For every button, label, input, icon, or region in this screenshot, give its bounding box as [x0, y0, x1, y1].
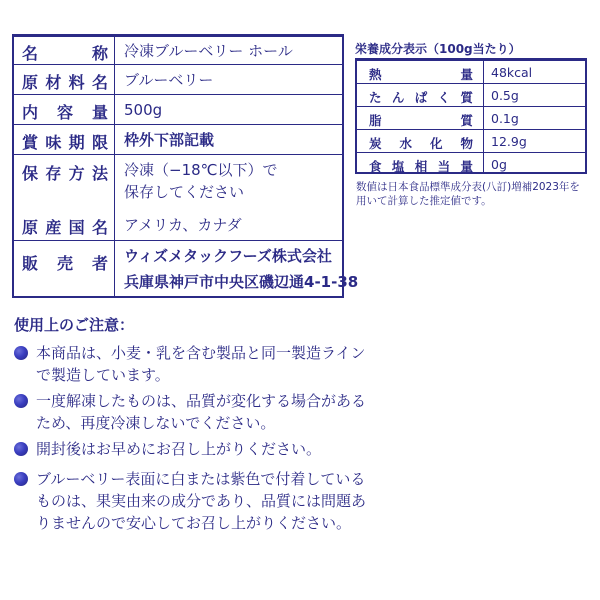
table-row — [14, 94, 342, 125]
row-label: 原産国名 — [22, 218, 108, 237]
note-line: 本商品は、小麦・乳を含む製品と同一製造ライン — [36, 344, 366, 362]
nutrition-row — [357, 106, 585, 130]
row-value: ブルーベリー — [124, 71, 214, 89]
nutrient-label: 脂質 — [369, 113, 473, 128]
nutrient-value: 12.9g — [491, 134, 527, 149]
note-line: で製造しています。 — [36, 366, 170, 384]
row-label: 保存方法 — [22, 164, 108, 183]
note-line: りませんので安心してお召し上がりください。 — [36, 514, 352, 532]
nutrient-value: 48kcal — [491, 65, 533, 80]
nutrition-row — [357, 152, 585, 176]
row-value: 冷凍ブルーベリー ホール — [124, 42, 293, 60]
nutrition-row — [357, 129, 585, 153]
nutrition-note — [356, 180, 596, 208]
nutrient-label: 食塩相当量 — [369, 159, 473, 174]
note-line: 開封後はお早めにお召し上がりください。 — [36, 440, 322, 458]
row-label: 賞味期限 — [22, 133, 108, 152]
row-label: 原材料名 — [22, 73, 108, 92]
nutrient-value: 0.5g — [491, 88, 519, 103]
row-value: 保存してください — [124, 183, 245, 201]
nutrient-label: たんぱく質 — [369, 90, 473, 105]
note-item — [36, 390, 366, 434]
nutrient-value: 0g — [491, 157, 507, 172]
row-label: 販売者 — [22, 254, 108, 273]
table-row — [14, 36, 342, 65]
bullet-icon — [14, 442, 28, 456]
table-row — [14, 154, 342, 211]
row-label: 名称 — [22, 44, 108, 63]
bullet-icon — [14, 346, 28, 360]
bullet-icon — [14, 394, 28, 408]
row-value: 兵庫県神戸市中央区磯辺通4-1-38 — [124, 273, 359, 291]
note-item — [36, 468, 366, 534]
nutrition-table — [355, 58, 587, 174]
table-row — [14, 64, 342, 95]
note-line: 用いて計算した推定値です。 — [356, 195, 492, 207]
row-value: ウィズメタックフーズ株式会社 — [124, 247, 332, 265]
nutrient-label: 熱量 — [369, 67, 473, 82]
product-info-table — [12, 34, 359, 298]
note-item — [36, 342, 366, 386]
row-value: 枠外下部記載 — [124, 131, 215, 149]
note-line: 一度解凍したものは、品質が変化する場合がある — [36, 392, 367, 410]
note-line: ものは、果実由来の成分であり、品質には問題あ — [36, 492, 367, 510]
row-value: 冷凍（−18℃以下）で — [124, 161, 278, 179]
row-label: 内容量 — [22, 103, 108, 122]
nutrition-row — [357, 60, 585, 84]
table-row — [14, 240, 359, 299]
row-value: 500g — [124, 101, 163, 119]
nutrient-label: 炭水化物 — [369, 136, 473, 151]
note-line: ため、再度冷凍しないでください。 — [36, 414, 276, 432]
nutrition-row — [357, 83, 585, 107]
nutrition-title: 栄養成分表示（100g当たり） — [355, 42, 521, 56]
row-value: アメリカ、カナダ — [124, 216, 242, 234]
note-line: ブルーベリー表面に白または紫色で付着している — [36, 470, 366, 488]
note-line: 数値は日本食品標準成分表(八訂)増補2023年を — [356, 181, 580, 193]
bullet-icon — [14, 472, 28, 486]
nutrient-value: 0.1g — [491, 111, 519, 126]
note-item — [36, 438, 321, 460]
usage-notes-title: 使用上のご注意： — [14, 316, 135, 334]
table-row — [14, 124, 342, 155]
